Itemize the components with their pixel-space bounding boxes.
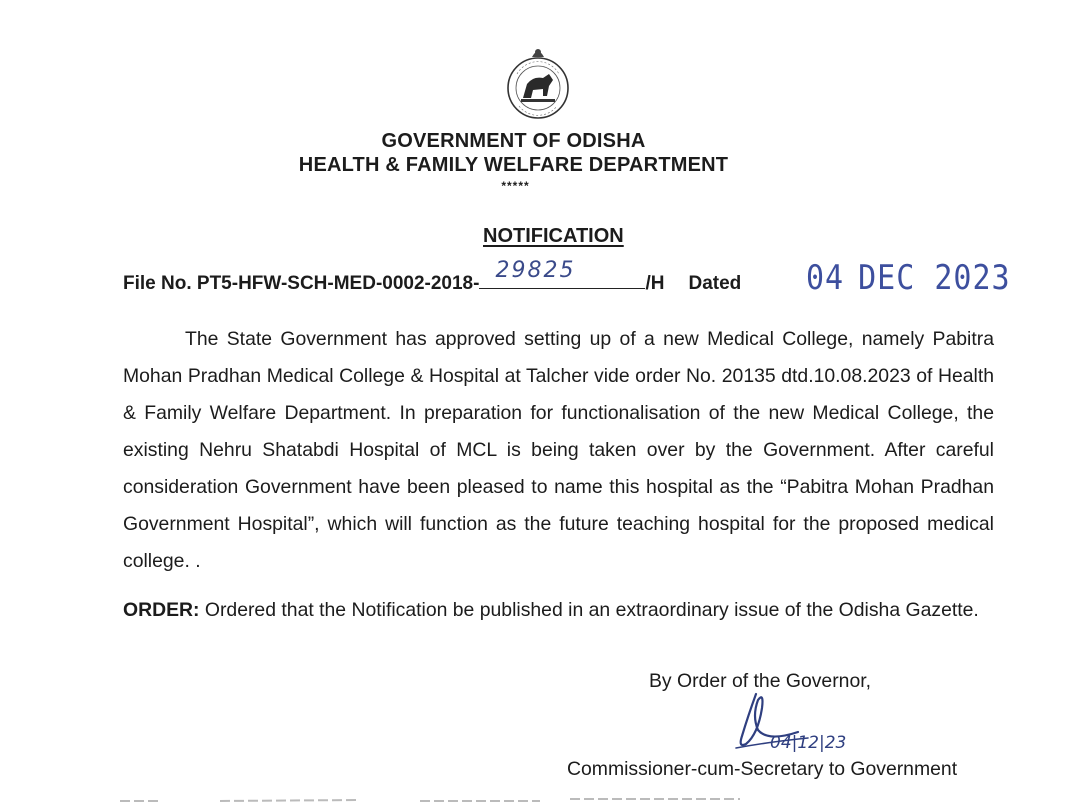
order-text: Ordered that the Notification be published in an extraordinary issue of the Odisha Gazette. bbox=[199, 599, 979, 621]
date-stamp-month-year: DEC 2023 bbox=[858, 259, 1011, 299]
odisha-state-emblem-icon bbox=[503, 44, 573, 120]
date-stamp bbox=[806, 259, 1011, 298]
government-title: GOVERNMENT OF ODISHA bbox=[381, 130, 646, 152]
file-number-suffix: /H bbox=[645, 273, 665, 294]
department-title: HEALTH & FAMILY WELFARE DEPARTMENT bbox=[298, 154, 729, 176]
header-separator: ***** bbox=[501, 179, 530, 193]
handwritten-signature bbox=[728, 686, 868, 766]
by-order-of-governor: By Order of the Governor, bbox=[649, 670, 872, 692]
signatory-designation: Commissioner-cum-Secretary to Government bbox=[567, 758, 958, 780]
date-stamp-day: 04 bbox=[806, 259, 845, 299]
notification-body: The State Government has approved setting up of a new Medical College, namely Pabitra Mohan Pradhan Medical College & Hospital at Talcher vide order No. 20135 dtd.10.08.2023 of Health & Family Welfare Department. In preparation for functionalisation of the new Medical College, the existing Nehru Shatabdi Hospital of MCL is being taken over by the Government. After careful consideration Government have been pleased to name this hospital as the “Pabitra Mohan Pradhan Government Hospital”, which will function as the future teaching hospital for the proposed medical college. . bbox=[123, 328, 994, 572]
file-number-prefix: File No. PT5-HFW-SCH-MED-0002-2018- bbox=[123, 273, 480, 294]
file-number-blank bbox=[479, 258, 645, 289]
order-paragraph bbox=[123, 597, 994, 624]
page-bottom-edge bbox=[120, 795, 760, 803]
file-number-line bbox=[123, 258, 742, 295]
order-label: ORDER: bbox=[123, 599, 200, 621]
dated-label: Dated bbox=[688, 273, 742, 294]
notification-heading: NOTIFICATION bbox=[483, 225, 624, 247]
handwritten-file-number: 29825 bbox=[495, 258, 576, 283]
signature-date: 04|12|23 bbox=[770, 733, 847, 753]
